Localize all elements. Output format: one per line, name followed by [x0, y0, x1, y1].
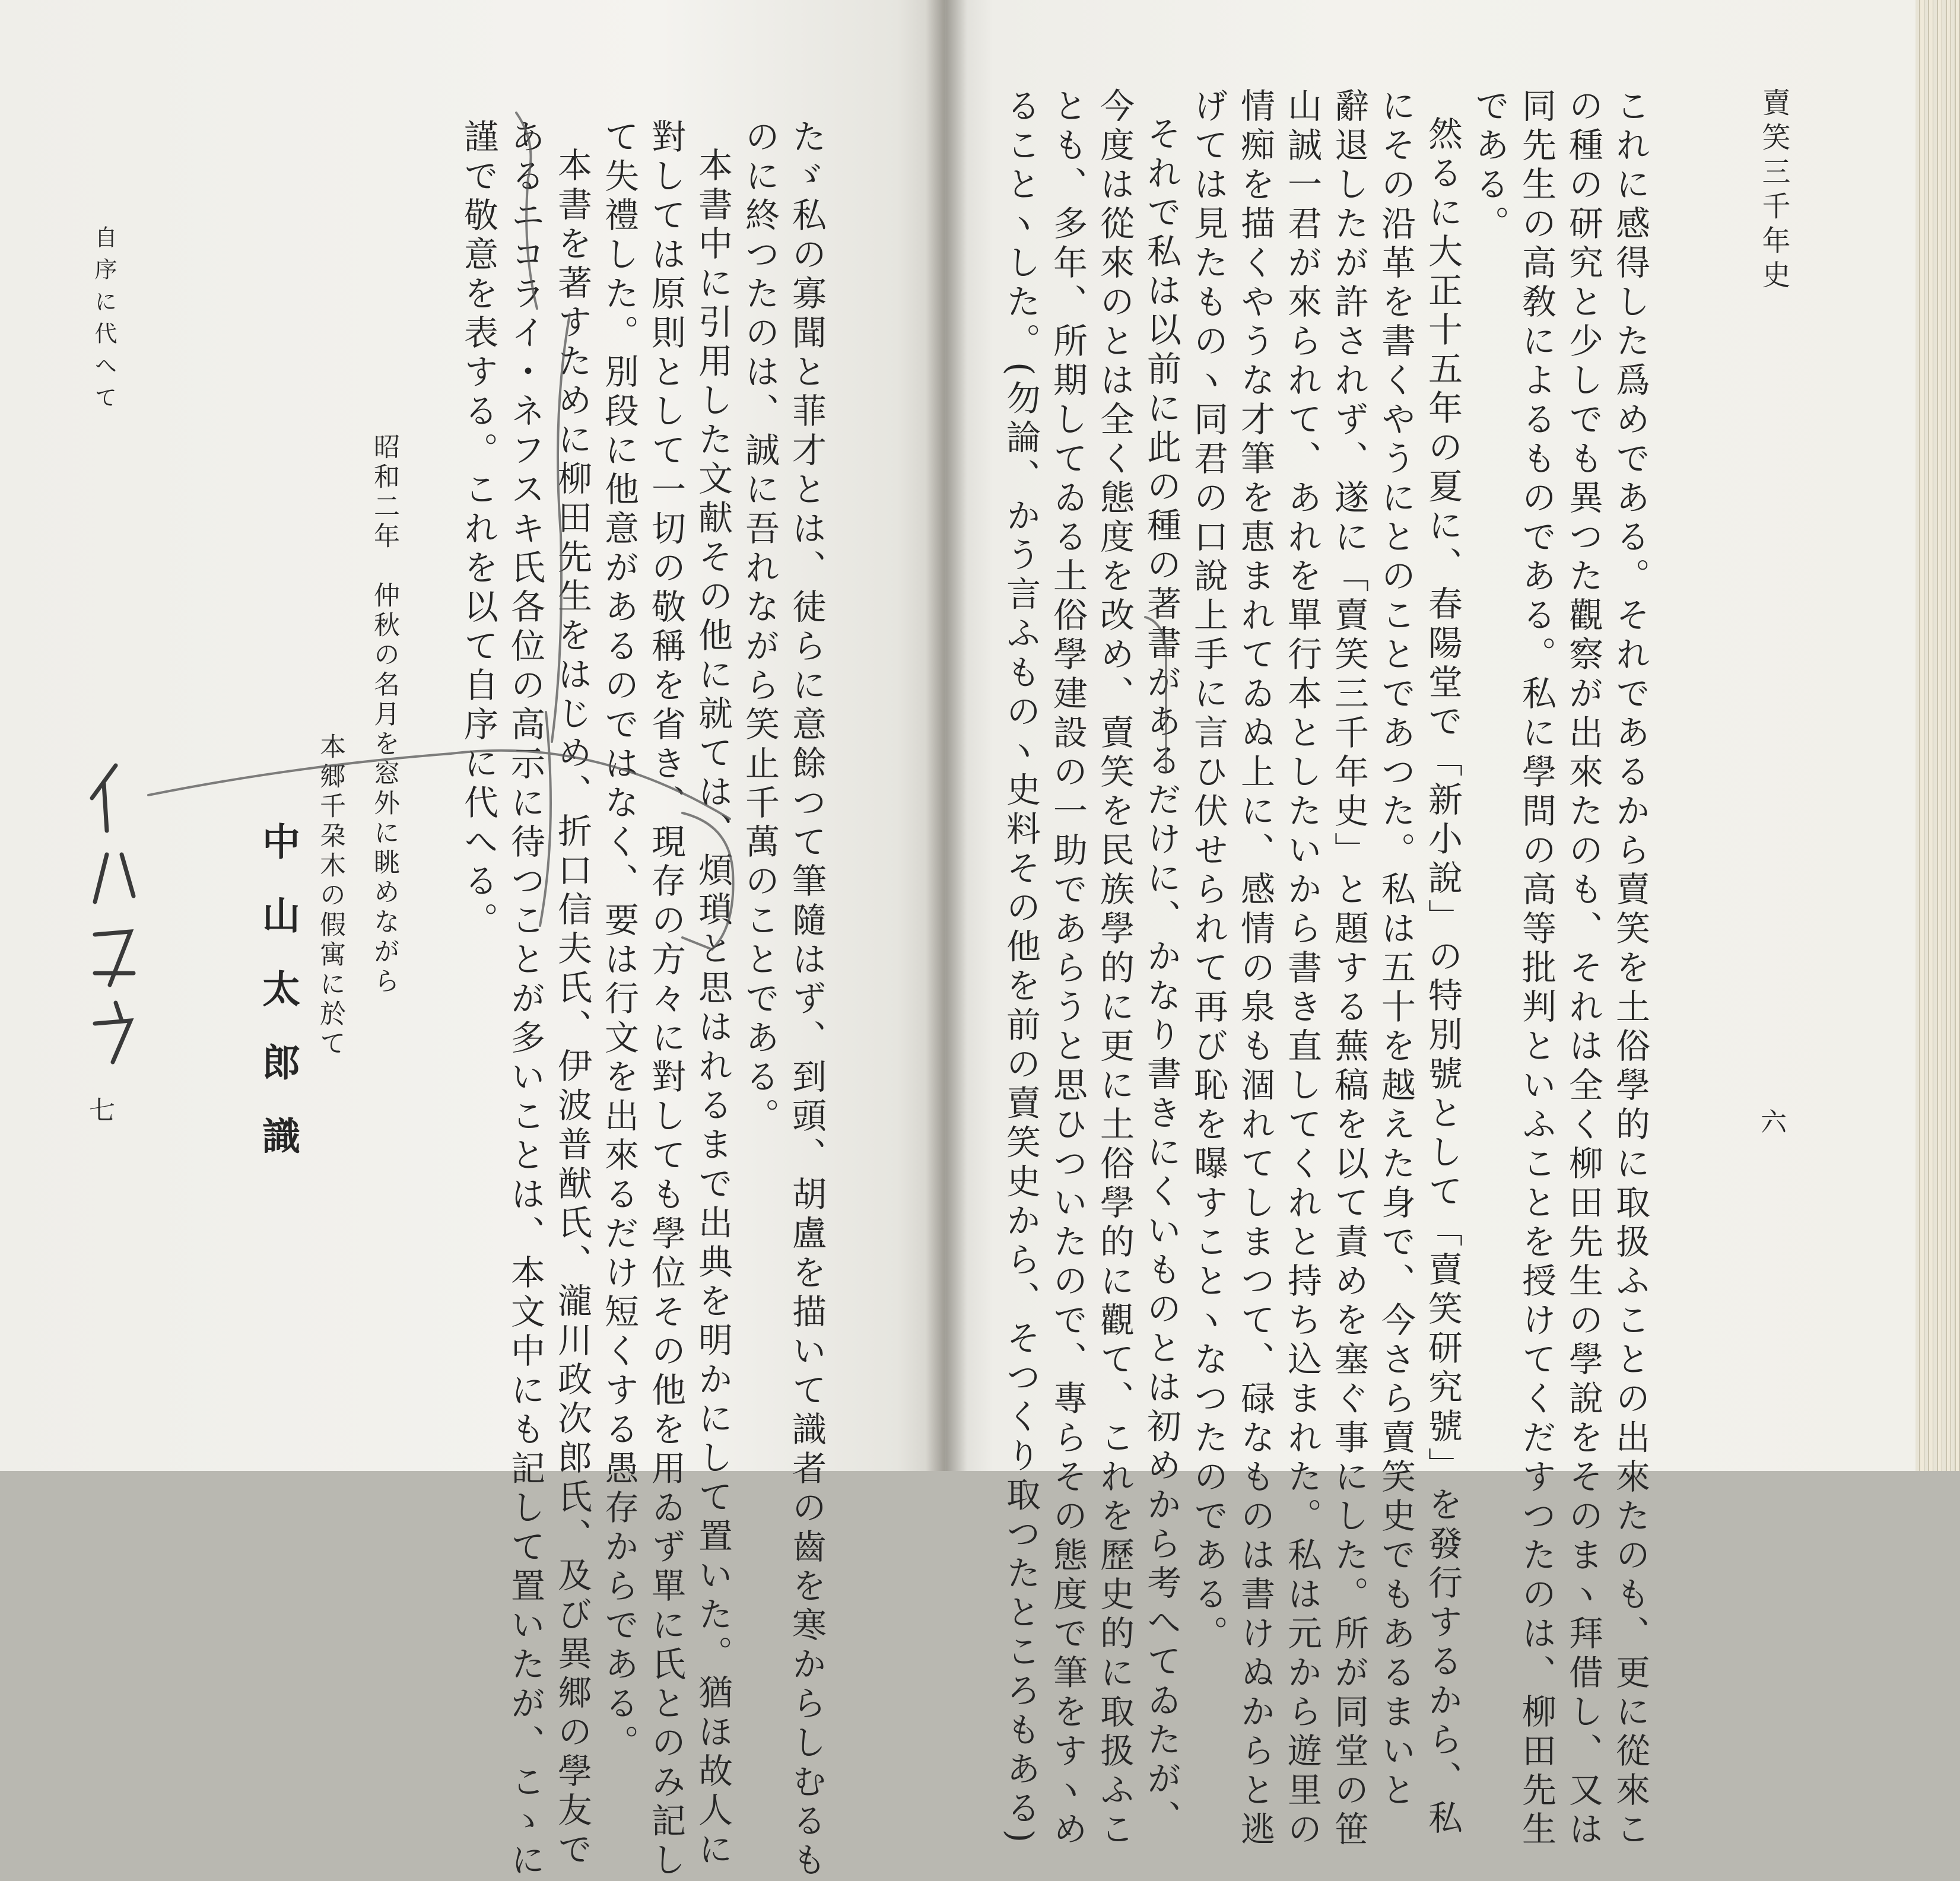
left-text-line-1: たゞ私の寡聞と菲才とは、徒らに意餘つて筆隨はず、到頭、胡盧を描いて識者の齒を寒からしむるも — [786, 119, 827, 1881]
right-text-line-14: ることヽした。(勿論、かう言ふものヽ史料その他を前の賣笑史から、そつくり取つたところもある) — [1000, 88, 1041, 1848]
right-text-line-1: これに感得した爲めである。それであるから賣笑を土俗學的に取扱ふことの出來たのも、更に從來こ — [1610, 88, 1650, 1850]
right-text-line-3: 同先生の高敎によるものである。私に學問の高等批判といふことを授けてくだすつたのは、柳田先生 — [1516, 88, 1556, 1850]
right-text-line-10: げては見たものヽ同君の口說上手に言ひ伏せられて再び恥を曝すことヽなつたのである。 — [1188, 88, 1228, 1654]
book-gutter — [926, 0, 967, 1471]
left-text-line-3: 本書中に引用した文献その他に就ては、煩瑣と思はれるまで出典を明かにして置いた。猶ほ故人に — [692, 147, 733, 1870]
right-text-line-13: とも、多年、所期してゐる土俗學建設の一助であらうと思ひついたので、專らその態度で筆をすヽめ — [1047, 88, 1088, 1850]
left-text-line-6: 本書を著すために柳田先生をはじめ、折口信夫氏、伊波普猷氏、瀧川政次郎氏、及び異郷の學友で — [552, 147, 592, 1870]
place-line: 本郷千朶木の假寓に於て — [315, 733, 345, 1059]
folio: 七 — [89, 1095, 115, 1126]
right-text-line-9: 情痴を描くやうな才筆を恵まれてゐぬ上に、感情の泉も涸れてしまつて、碌なものは書けぬからと逃 — [1235, 88, 1275, 1850]
author-signature: 中山太郎識 — [256, 822, 300, 1190]
right-text-line-5: 然るに大正十五年の夏に、春陽堂で「新小說」の特別號として「賣笑研究號」を發行するから、私 — [1422, 116, 1463, 1839]
right-text-line-2: の種の研究と少しでも異つた觀察が出來たのも、それは全く柳田先生の學說をそのまヽ拜借し、又は — [1563, 88, 1603, 1850]
folio: 六 — [1761, 1107, 1787, 1138]
right-text-line-7: 辭退したが許されず、遂に「賣笑三千年史」と題する蕪稿を以て責めを塞ぐ事にした。所が同堂の笹 — [1329, 88, 1369, 1850]
left-text-line-4: 對しては原則として一切の敬稱を省き、現存の方々に對しても學位その他を用ゐず單に氏とのみ記し — [646, 119, 686, 1881]
right-text-line-8: 山誠一君が來られて、あれを單行本としたいから書き直してくれと持ち込まれた。私は元から遊里の — [1282, 88, 1322, 1850]
right-text-line-12: 今度は從來のとは全く態度を改め、賣笑を民族學的に更に土俗學的に觀て、これを歷史的に取扱ふこ — [1094, 88, 1135, 1850]
running-head: 自序に代へて — [91, 225, 117, 418]
date-line: 昭和二年 仲秋の名月を窓外に眺めながら — [369, 433, 399, 997]
left-text-line-2: のに終つたのは、誠に吾れながら笑止千萬のことである。 — [739, 119, 780, 1137]
running-head: 賣笑三千年史 — [1757, 88, 1790, 294]
right-text-line-6: にその沿革を書くやうにとのことであつた。私は五十を越えた身で、今さら賣笑史でもあるまいと — [1376, 88, 1416, 1811]
left-text-line-8: 謹で敬意を表する。これを以て自序に代へる。 — [458, 119, 498, 941]
page-edges — [1915, 0, 1960, 1471]
right-text-line-11: それで私は以前に此の種の著書があるだけに、かなり書きにくいものとは初めから考へてゐたが、 — [1141, 116, 1181, 1839]
right-text-line-4: である。 — [1469, 88, 1510, 244]
left-text-line-7: あるニコライ・ネフスキ氏各位の高示に待つことが多いことは、本文中にも記して置いたが、こゝに — [505, 119, 545, 1881]
left-text-line-5: て失禮した。別段に他意があるのではなく、要は行文を出來るだけ短くする愚存からである。 — [599, 119, 639, 1764]
